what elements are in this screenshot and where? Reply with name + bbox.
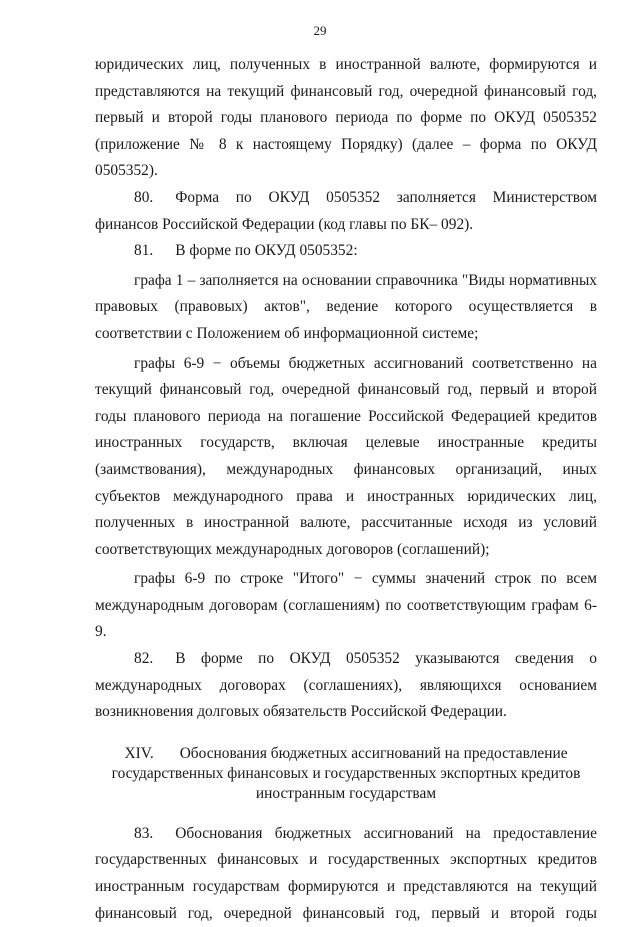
paragraph-81	[95, 238, 597, 265]
paragraph-83-number: 83.	[134, 824, 154, 842]
paragraph-82-text: В форме по ОКУД 0505352 указываются сведения о международных договорах (соглашениях), являющихся основанием возникновения долговых обязательств Российской Федерации.	[95, 650, 597, 721]
paragraph-graphs-6-9-total: графы 6-9 по строке "Итого" − суммы значений строк по всем международным договорам (соглашениям) по соответствующим графам 6-9.	[95, 570, 597, 641]
paragraph-83	[95, 821, 597, 927]
paragraph-continuation: юридических лиц, полученных в иностранной валюте, формируются и представляются на текущий финансовый год, очередной финансовый год, первый и второй годы планового периода по форме по ОКУД 0505352 (приложение № 8 к настоящему Порядку) (далее – форма по ОКУД 0505352).	[95, 56, 597, 180]
paragraph-81-text: В форме по ОКУД 0505352:	[175, 242, 358, 260]
paragraph-graph-1: графа 1 – заполняется на основании справочника "Виды нормативных правовых (правовых) актов", ведение которого осуществляется в соответствии с Положением об информационной системе;	[95, 271, 597, 342]
section-heading	[95, 744, 597, 804]
paragraph-graphs-6-9: графы 6-9 − объемы бюджетных ассигнований соответственно на текущий финансовый год, очередной финансовый год, первый и второй годы планового периода на погашение Российской Федерацией кредитов иностранных государств, включая целевые иностранные кредиты (заимствования), международных финансовых организаций, иных субъектов международного права и иностранных юридических лиц, полученных в иностранной валюте, рассчитанные исходя из условий соответствующих международных договоров (соглашений);	[95, 354, 597, 558]
section-number: XIV.	[124, 744, 154, 762]
paragraph-83-text: Обоснования бюджетных ассигнований на предоставление государственных финансовых и государственных экспортных кредитов иностранным государствам формируются и представляются на текущий финансовый год, очередной финансовый год, первый и второй годы	[95, 824, 597, 922]
paragraph-82	[95, 646, 597, 726]
paragraph-82-number: 82.	[134, 650, 154, 668]
paragraph-80	[95, 185, 597, 238]
paragraph-81-number: 81.	[134, 242, 154, 260]
page-number: 29	[313, 23, 327, 38]
paragraph-80-text: Форма по ОКУД 0505352 заполняется Министерством финансов Российской Федерации (код главы по БК– 092).	[95, 188, 597, 233]
paragraph-80-number: 80.	[134, 188, 154, 206]
section-title: Обоснования бюджетных ассигнований на предоставление государственных финансовых и государственных экспортных кредитов иностранным государствам	[111, 744, 581, 802]
document-body	[95, 52, 597, 927]
